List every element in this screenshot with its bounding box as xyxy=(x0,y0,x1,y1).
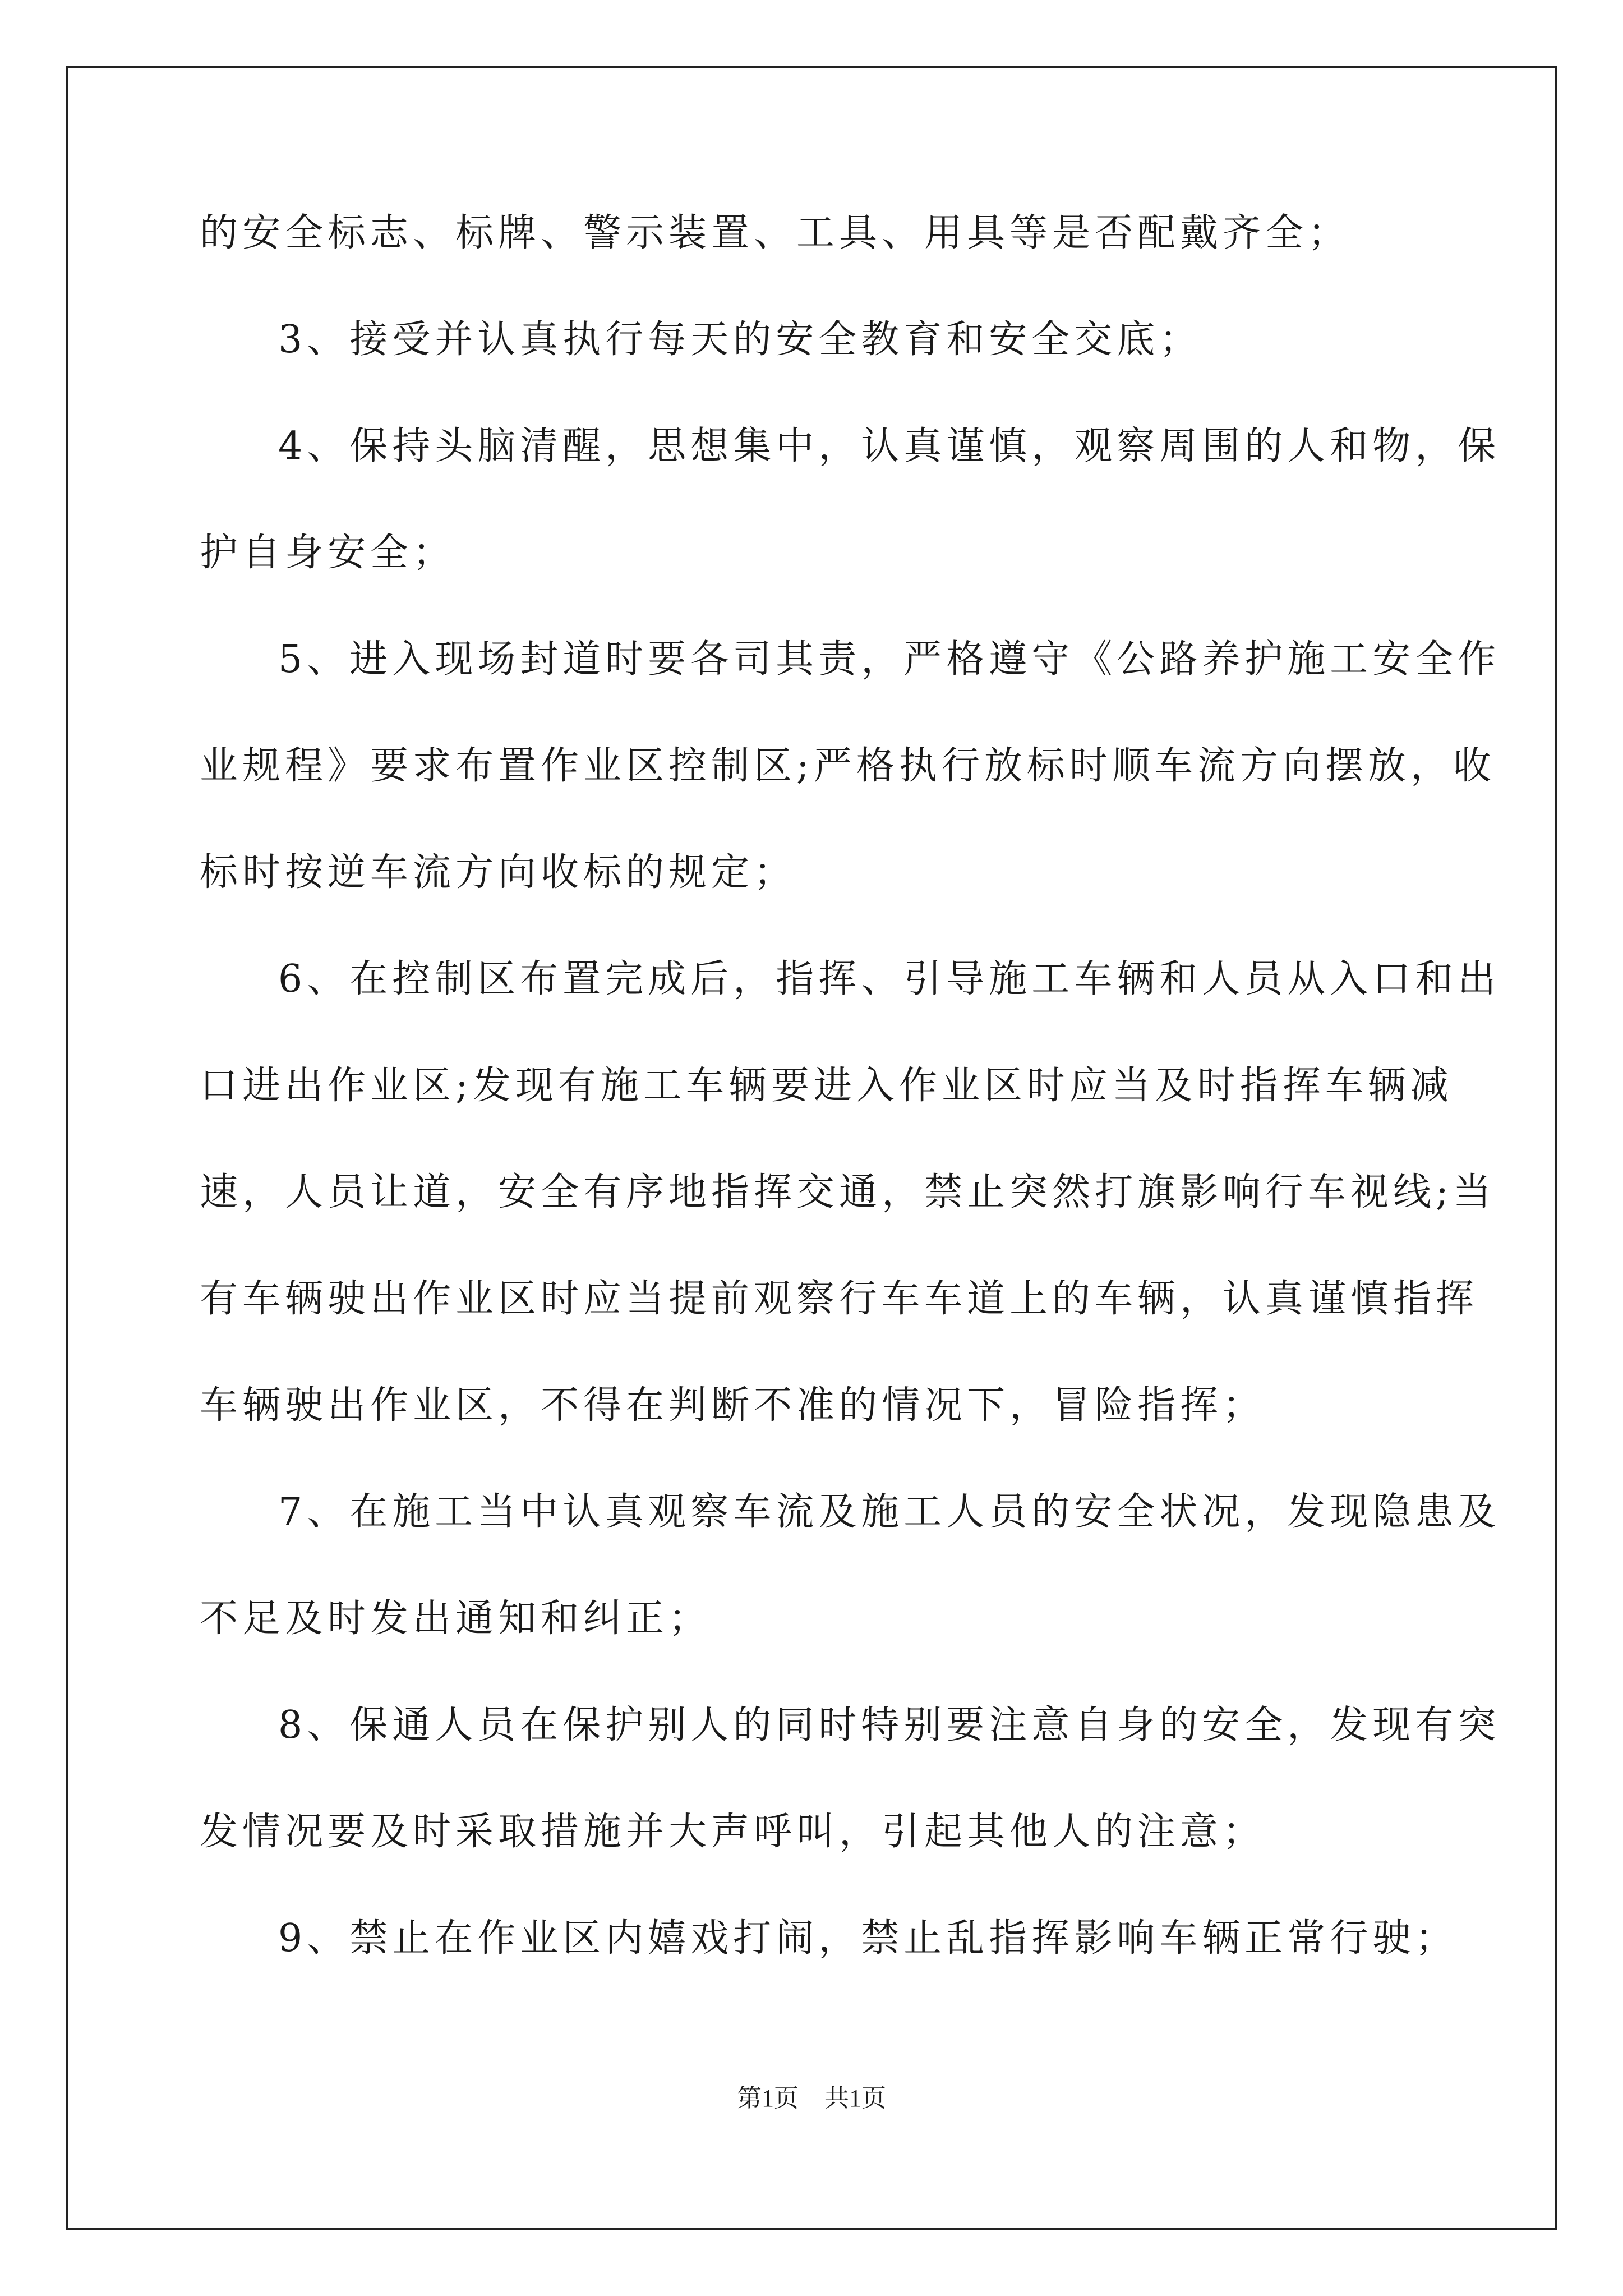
text-line: 车辆驶出作业区，不得在判断不准的情况下，冒险指挥； xyxy=(200,1383,1266,1428)
text-line: 5、进入现场封道时要各司其责，严格遵守《公路养护施工安全作 xyxy=(278,637,1501,682)
text-line: 速，人员让道，安全有序地指挥交通，禁止突然打旗影响行车视线;当 xyxy=(200,1170,1496,1214)
text-line: 4、保持头脑清醒，思想集中，认真谨慎，观察周围的人和物，保 xyxy=(278,424,1501,468)
page-footer xyxy=(0,2084,1623,2113)
text-line: 9、禁止在作业区内嬉戏打闹，禁止乱指挥影响车辆正常行驶； xyxy=(278,1916,1458,1961)
page-border xyxy=(66,66,1557,2230)
page-number: 第1页 xyxy=(737,2085,799,2112)
text-line: 有车辆驶出作业区时应当提前观察行车车道上的车辆，认真谨慎指挥 xyxy=(200,1277,1479,1321)
text-line: 的安全标志、标牌、警示装置、工具、用具等是否配戴齐全； xyxy=(200,211,1351,255)
text-line: 发情况要及时采取措施并大声呼叫，引起其他人的注意； xyxy=(200,1810,1266,1854)
text-line: 7、在施工当中认真观察车流及施工人员的安全状况，发现隐患及 xyxy=(278,1490,1501,1534)
text-line: 6、在控制区布置完成后，指挥、引导施工车辆和人员从入口和出 xyxy=(278,957,1501,1001)
text-line: 3、接受并认真执行每天的安全教育和安全交底； xyxy=(278,318,1202,362)
text-line: 业规程》要求布置作业区控制区;严格执行放标时顺车流方向摆放，收 xyxy=(200,744,1496,788)
text-line: 护自身安全； xyxy=(200,531,456,575)
total-pages: 共1页 xyxy=(824,2085,886,2112)
text-line: 不足及时发出通知和纠正； xyxy=(200,1596,712,1641)
text-line: 8、保通人员在保护别人的同时特别要注意自身的安全，发现有突 xyxy=(278,1703,1501,1747)
text-line: 标时按逆车流方向收标的规定； xyxy=(200,850,797,895)
text-line: 口进出作业区;发现有施工车辆要进入作业区时应当及时指挥车辆减 xyxy=(200,1064,1453,1108)
